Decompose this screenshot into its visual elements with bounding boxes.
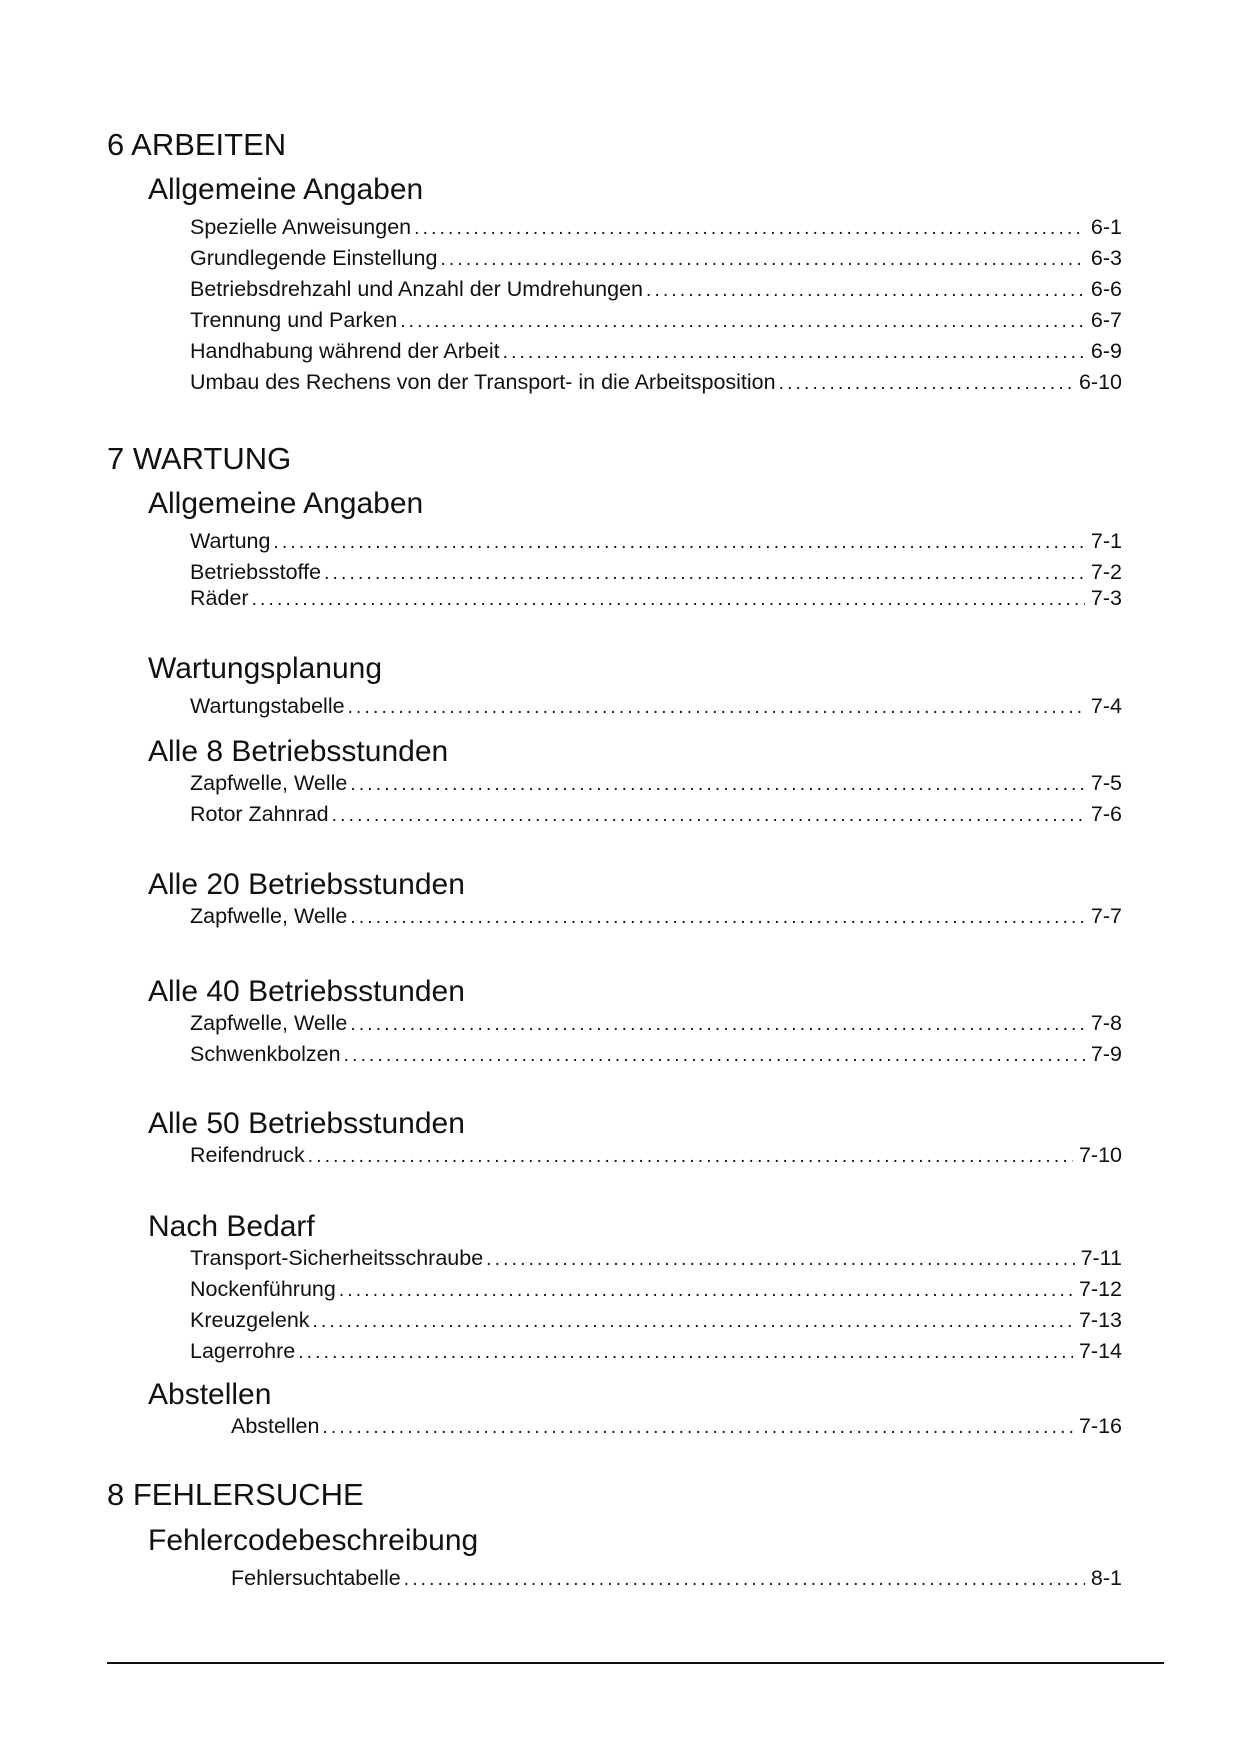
toc-entry[interactable]: [190, 585, 1122, 611]
dot-leader: [344, 1043, 1085, 1069]
toc-entry[interactable]: [190, 1276, 1122, 1302]
toc-entry-page: 7-12: [1078, 1277, 1122, 1301]
dot-leader: [313, 1309, 1073, 1335]
toc-entry-page: 7-1: [1090, 529, 1122, 553]
toc-entry[interactable]: [190, 1338, 1122, 1364]
toc-entry[interactable]: [190, 1041, 1122, 1067]
toc-entry-label: Reifendruck: [190, 1143, 305, 1167]
section-heading: Abstellen: [148, 1378, 272, 1411]
toc-entry-label: Lagerrohre: [190, 1339, 296, 1363]
section-heading: Nach Bedarf: [148, 1210, 315, 1243]
section-heading: Alle 20 Betriebsstunden: [148, 868, 465, 901]
dot-leader: [779, 371, 1073, 397]
toc-entry-page: 6-3: [1090, 246, 1122, 270]
toc-entry-label: Kreuzgelenk: [190, 1308, 310, 1332]
toc-entry-page: 7-14: [1078, 1339, 1122, 1363]
toc-entry-label: Nockenführung: [190, 1277, 336, 1301]
toc-entry-page: 7-11: [1080, 1246, 1122, 1270]
dot-leader: [400, 309, 1085, 335]
toc-entry-label: Rotor Zahnrad: [190, 802, 329, 826]
footer-rule: [107, 1662, 1164, 1664]
toc-entry[interactable]: [190, 903, 1122, 929]
toc-entry-label: Wartungstabelle: [190, 694, 345, 718]
toc-entry[interactable]: [190, 245, 1122, 271]
dot-leader: [332, 803, 1085, 829]
toc-entry-label: Abstellen: [231, 1414, 320, 1438]
toc-entry[interactable]: [190, 528, 1122, 554]
toc-entry-page: 7-2: [1090, 560, 1122, 584]
toc-entry-label: Umbau des Rechens von der Transport- in die Arbeitsposition: [190, 370, 776, 394]
section-heading: Allgemeine Angaben: [148, 487, 424, 520]
toc-entry-page: 7-10: [1078, 1143, 1122, 1167]
dot-leader: [646, 278, 1085, 304]
dot-leader: [252, 587, 1085, 613]
toc-entry-label: Betriebsdrehzahl und Anzahl der Umdrehungen: [190, 277, 643, 301]
toc-entry-page: 7-6: [1090, 802, 1122, 826]
toc-entry[interactable]: [190, 1307, 1122, 1333]
chapter-heading: 6 ARBEITEN: [107, 127, 287, 162]
toc-entry-page: 7-7: [1090, 904, 1122, 928]
section-heading: Alle 8 Betriebsstunden: [148, 735, 449, 768]
toc-entry-label: Grundlegende Einstellung: [190, 246, 438, 270]
toc-entry-page: 7-9: [1090, 1042, 1122, 1066]
dot-leader: [273, 530, 1084, 556]
toc-entry[interactable]: [190, 338, 1122, 364]
dot-leader: [348, 695, 1085, 721]
toc-entry-label: Fehlersuchtabelle: [231, 1566, 401, 1590]
dot-leader: [350, 772, 1085, 798]
toc-entry-label: Trennung und Parken: [190, 308, 398, 332]
toc-entry[interactable]: [190, 559, 1122, 585]
dot-leader: [503, 340, 1085, 366]
toc-entry[interactable]: [190, 693, 1122, 719]
toc-entry[interactable]: [190, 307, 1122, 333]
toc-entry-label: Schwenkbolzen: [190, 1042, 341, 1066]
toc-entry-label: Transport-Sicherheitsschraube: [190, 1246, 484, 1270]
toc-entry-label: Zapfwelle, Welle: [190, 1011, 348, 1035]
dot-leader: [486, 1247, 1074, 1273]
toc-entry-page: 7-4: [1090, 694, 1122, 718]
toc-entry-page: 6-10: [1078, 370, 1122, 394]
toc-entry[interactable]: [190, 770, 1122, 796]
toc-entry[interactable]: [190, 1010, 1122, 1036]
section-heading: Allgemeine Angaben: [148, 173, 424, 206]
toc-entry-page: 6-7: [1090, 308, 1122, 332]
toc-entry-label: Zapfwelle, Welle: [190, 771, 348, 795]
toc-entry-label: Handhabung während der Arbeit: [190, 339, 500, 363]
toc-entry[interactable]: [190, 801, 1122, 827]
dot-leader: [414, 216, 1085, 242]
toc-entry[interactable]: [190, 1245, 1122, 1271]
chapter-heading: 7 WARTUNG: [107, 441, 292, 476]
dot-leader: [404, 1567, 1085, 1593]
toc-entry-page: 6-9: [1090, 339, 1122, 363]
toc-entry[interactable]: [231, 1565, 1122, 1591]
toc-entry[interactable]: [190, 369, 1122, 395]
dot-leader: [339, 1278, 1073, 1304]
toc-entry[interactable]: [190, 214, 1122, 240]
toc-entry-page: 7-5: [1090, 771, 1122, 795]
toc-entry-label: Räder: [190, 586, 249, 610]
toc-entry-label: Spezielle Anweisungen: [190, 215, 412, 239]
dot-leader: [308, 1144, 1073, 1170]
section-heading: Wartungsplanung: [148, 652, 383, 685]
dot-leader: [440, 247, 1084, 273]
toc-entry-page: 8-1: [1090, 1566, 1122, 1590]
toc-entry-page: 7-16: [1078, 1414, 1122, 1438]
toc-entry[interactable]: [190, 1142, 1122, 1168]
chapter-heading: 8 FEHLERSUCHE: [107, 1477, 364, 1512]
dot-leader: [324, 561, 1085, 587]
toc-entry-label: Zapfwelle, Welle: [190, 904, 348, 928]
toc-entry[interactable]: [231, 1413, 1122, 1439]
toc-entry-page: 6-1: [1090, 215, 1122, 239]
toc-entry-label: Wartung: [190, 529, 271, 553]
section-heading: Fehlercodebeschreibung: [148, 1524, 479, 1557]
dot-leader: [298, 1340, 1073, 1366]
toc-entry-page: 7-13: [1078, 1308, 1122, 1332]
toc-entry[interactable]: [190, 276, 1122, 302]
toc-entry-page: 7-3: [1090, 586, 1122, 610]
toc-entry-page: 7-8: [1090, 1011, 1122, 1035]
dot-leader: [350, 905, 1085, 931]
dot-leader: [350, 1012, 1085, 1038]
section-heading: Alle 40 Betriebsstunden: [148, 975, 465, 1008]
dot-leader: [322, 1415, 1073, 1441]
toc-entry-label: Betriebsstoffe: [190, 560, 322, 584]
section-heading: Alle 50 Betriebsstunden: [148, 1107, 465, 1140]
toc-entry-page: 6-6: [1090, 277, 1122, 301]
